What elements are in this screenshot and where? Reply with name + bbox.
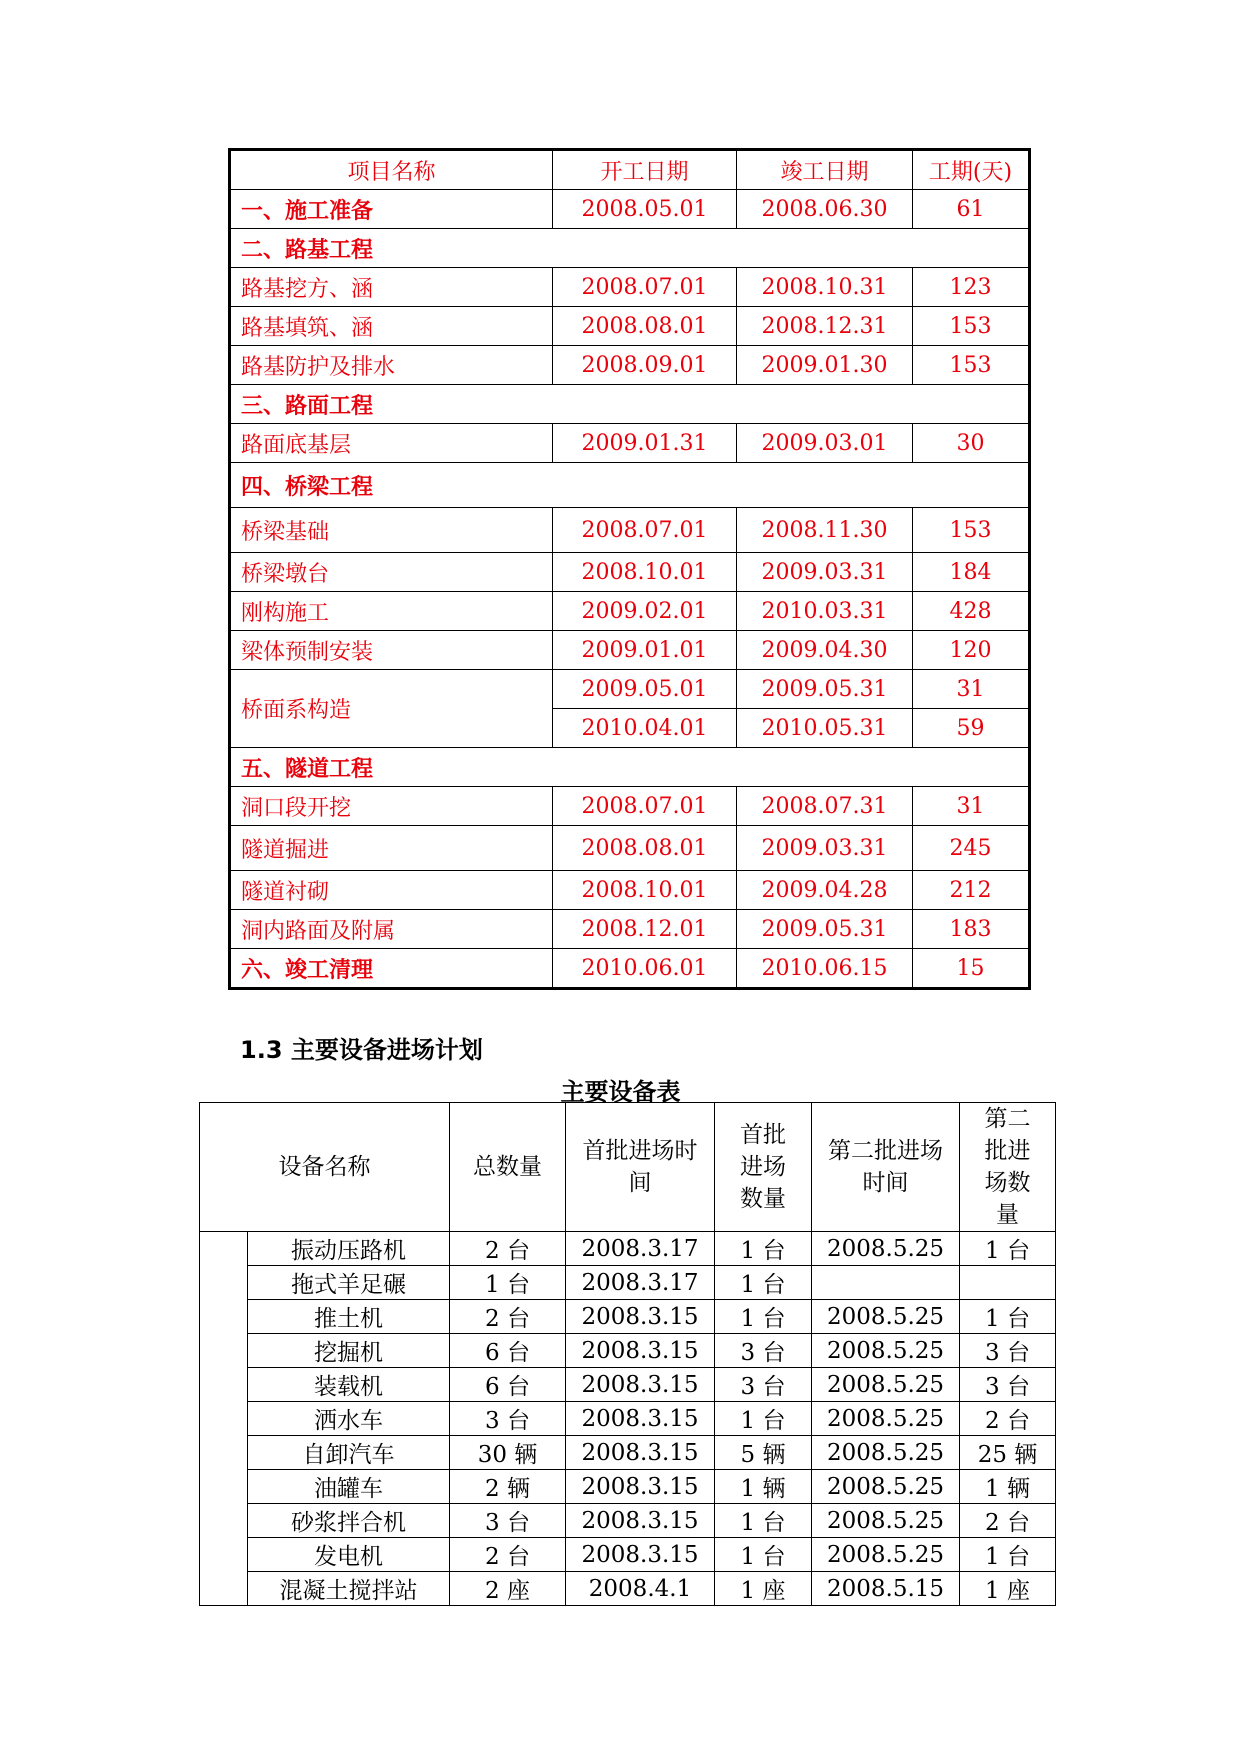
category-cell bbox=[200, 1232, 248, 1606]
first-batch-quantity: 1 座 bbox=[715, 1572, 812, 1606]
total-quantity: 6 台 bbox=[450, 1334, 566, 1368]
table-row bbox=[230, 508, 1030, 553]
first-batch-time: 2008.3.17 bbox=[566, 1266, 715, 1300]
column-header: 项目名称 bbox=[230, 150, 553, 190]
column-header: 工期(天) bbox=[913, 150, 1030, 190]
start-date: 2009.05.01 bbox=[553, 670, 737, 709]
table-row bbox=[200, 1470, 1056, 1504]
table-row bbox=[200, 1402, 1056, 1436]
end-date: 2010.03.31 bbox=[737, 592, 913, 631]
duration: 59 bbox=[913, 709, 1030, 748]
table-row bbox=[200, 1334, 1056, 1368]
end-date: 2010.06.15 bbox=[737, 949, 913, 989]
equipment-name: 推土机 bbox=[248, 1300, 450, 1334]
table-row bbox=[200, 1572, 1056, 1606]
first-batch-quantity: 1 台 bbox=[715, 1266, 812, 1300]
equipment-table bbox=[199, 1102, 1056, 1606]
total-quantity: 2 台 bbox=[450, 1232, 566, 1266]
end-date: 2009.05.31 bbox=[737, 670, 913, 709]
duration: 123 bbox=[913, 268, 1030, 307]
section-row bbox=[230, 748, 1030, 787]
second-batch-time: 2008.5.25 bbox=[812, 1470, 960, 1504]
start-date: 2008.07.01 bbox=[553, 268, 737, 307]
second-batch-time: 2008.5.25 bbox=[812, 1368, 960, 1402]
section-title: 五、隧道工程 bbox=[230, 748, 1030, 787]
section-row bbox=[230, 229, 1030, 268]
equipment-name: 自卸汽车 bbox=[248, 1436, 450, 1470]
second-batch-quantity bbox=[960, 1266, 1056, 1300]
end-date: 2009.05.31 bbox=[737, 910, 913, 949]
second-batch-quantity: 2 台 bbox=[960, 1504, 1056, 1538]
equipment-name: 砂浆拌合机 bbox=[248, 1504, 450, 1538]
table-row bbox=[230, 949, 1030, 989]
second-batch-time: 2008.5.25 bbox=[812, 1300, 960, 1334]
item-name: 六、竣工清理 bbox=[230, 949, 553, 989]
table-row bbox=[200, 1504, 1056, 1538]
section-title: 四、桥梁工程 bbox=[230, 463, 1030, 508]
first-batch-quantity: 1 台 bbox=[715, 1402, 812, 1436]
second-batch-quantity: 1 台 bbox=[960, 1232, 1056, 1266]
item-name: 洞口段开挖 bbox=[230, 787, 553, 826]
total-quantity: 1 台 bbox=[450, 1266, 566, 1300]
table-row bbox=[200, 1538, 1056, 1572]
total-quantity: 30 辆 bbox=[450, 1436, 566, 1470]
equipment-name: 挖掘机 bbox=[248, 1334, 450, 1368]
table-row bbox=[200, 1368, 1056, 1402]
start-date: 2009.01.31 bbox=[553, 424, 737, 463]
table-row bbox=[200, 1266, 1056, 1300]
equipment-name: 洒水车 bbox=[248, 1402, 450, 1436]
column-header: 竣工日期 bbox=[737, 150, 913, 190]
duration: 30 bbox=[913, 424, 1030, 463]
table-row bbox=[230, 826, 1030, 871]
second-batch-quantity: 2 台 bbox=[960, 1402, 1056, 1436]
end-date: 2009.03.01 bbox=[737, 424, 913, 463]
first-batch-quantity: 5 辆 bbox=[715, 1436, 812, 1470]
first-batch-time: 2008.3.15 bbox=[566, 1334, 715, 1368]
item-name: 隧道衬砌 bbox=[230, 871, 553, 910]
duration: 153 bbox=[913, 307, 1030, 346]
total-quantity: 3 台 bbox=[450, 1504, 566, 1538]
first-batch-quantity: 1 台 bbox=[715, 1538, 812, 1572]
end-date: 2009.04.30 bbox=[737, 631, 913, 670]
item-name: 路基防护及排水 bbox=[230, 346, 553, 385]
second-batch-time: 2008.5.25 bbox=[812, 1334, 960, 1368]
duration: 15 bbox=[913, 949, 1030, 989]
start-date: 2008.07.01 bbox=[553, 508, 737, 553]
start-date: 2008.10.01 bbox=[553, 553, 737, 592]
start-date: 2008.05.01 bbox=[553, 190, 737, 229]
first-batch-quantity: 1 台 bbox=[715, 1232, 812, 1266]
first-batch-time: 2008.3.15 bbox=[566, 1436, 715, 1470]
first-batch-time: 2008.3.15 bbox=[566, 1300, 715, 1334]
total-quantity: 6 台 bbox=[450, 1368, 566, 1402]
table-row bbox=[230, 631, 1030, 670]
item-name: 桥梁墩台 bbox=[230, 553, 553, 592]
equipment-name: 拖式羊足碾 bbox=[248, 1266, 450, 1300]
table-row bbox=[230, 346, 1030, 385]
duration: 153 bbox=[913, 508, 1030, 553]
column-header: 第二批进场数量 bbox=[960, 1103, 1056, 1232]
end-date: 2008.11.30 bbox=[737, 508, 913, 553]
end-date: 2009.03.31 bbox=[737, 553, 913, 592]
end-date: 2010.05.31 bbox=[737, 709, 913, 748]
duration: 245 bbox=[913, 826, 1030, 871]
item-name: 桥梁基础 bbox=[230, 508, 553, 553]
start-date: 2010.04.01 bbox=[553, 709, 737, 748]
second-batch-quantity: 25 辆 bbox=[960, 1436, 1056, 1470]
duration: 120 bbox=[913, 631, 1030, 670]
column-header: 首批进场时间 bbox=[566, 1103, 715, 1232]
item-name: 桥面系构造 bbox=[230, 670, 553, 748]
table-header-row bbox=[200, 1103, 1056, 1232]
first-batch-time: 2008.3.15 bbox=[566, 1538, 715, 1572]
duration: 212 bbox=[913, 871, 1030, 910]
duration: 31 bbox=[913, 787, 1030, 826]
duration: 61 bbox=[913, 190, 1030, 229]
section-title: 三、路面工程 bbox=[230, 385, 1030, 424]
table-row bbox=[200, 1436, 1056, 1470]
table-row bbox=[230, 190, 1030, 229]
table-row bbox=[230, 307, 1030, 346]
end-date: 2008.10.31 bbox=[737, 268, 913, 307]
end-date: 2008.12.31 bbox=[737, 307, 913, 346]
second-batch-time bbox=[812, 1266, 960, 1300]
second-batch-quantity: 1 台 bbox=[960, 1538, 1056, 1572]
table-row bbox=[200, 1232, 1056, 1266]
first-batch-quantity: 1 台 bbox=[715, 1504, 812, 1538]
item-name: 路基填筑、涵 bbox=[230, 307, 553, 346]
table-row bbox=[230, 670, 1030, 709]
end-date: 2009.04.28 bbox=[737, 871, 913, 910]
table-row bbox=[230, 910, 1030, 949]
second-batch-time: 2008.5.25 bbox=[812, 1538, 960, 1572]
table-header-row bbox=[230, 150, 1030, 190]
start-date: 2009.01.01 bbox=[553, 631, 737, 670]
second-batch-quantity: 1 台 bbox=[960, 1300, 1056, 1334]
total-quantity: 2 台 bbox=[450, 1300, 566, 1334]
total-quantity: 2 辆 bbox=[450, 1470, 566, 1504]
first-batch-time: 2008.3.15 bbox=[566, 1368, 715, 1402]
second-batch-quantity: 1 座 bbox=[960, 1572, 1056, 1606]
item-name: 梁体预制安装 bbox=[230, 631, 553, 670]
item-name: 洞内路面及附属 bbox=[230, 910, 553, 949]
end-date: 2009.03.31 bbox=[737, 826, 913, 871]
second-batch-time: 2008.5.25 bbox=[812, 1504, 960, 1538]
start-date: 2010.06.01 bbox=[553, 949, 737, 989]
equipment-name: 发电机 bbox=[248, 1538, 450, 1572]
total-quantity: 3 台 bbox=[450, 1402, 566, 1436]
second-batch-quantity: 1 辆 bbox=[960, 1470, 1056, 1504]
start-date: 2009.02.01 bbox=[553, 592, 737, 631]
table-row bbox=[230, 592, 1030, 631]
column-header: 总数量 bbox=[450, 1103, 566, 1232]
table-row bbox=[230, 553, 1030, 592]
table-row bbox=[230, 424, 1030, 463]
second-batch-time: 2008.5.15 bbox=[812, 1572, 960, 1606]
end-date: 2008.07.31 bbox=[737, 787, 913, 826]
end-date: 2008.06.30 bbox=[737, 190, 913, 229]
first-batch-quantity: 3 台 bbox=[715, 1334, 812, 1368]
table-row bbox=[230, 871, 1030, 910]
first-batch-time: 2008.3.15 bbox=[566, 1402, 715, 1436]
item-name: 一、施工准备 bbox=[230, 190, 553, 229]
second-batch-time: 2008.5.25 bbox=[812, 1402, 960, 1436]
equipment-name: 油罐车 bbox=[248, 1470, 450, 1504]
construction-schedule-table bbox=[228, 148, 1031, 990]
column-header: 第二批进场时间 bbox=[812, 1103, 960, 1232]
section-title: 二、路基工程 bbox=[230, 229, 1030, 268]
start-date: 2008.12.01 bbox=[553, 910, 737, 949]
second-batch-quantity: 3 台 bbox=[960, 1334, 1056, 1368]
duration: 31 bbox=[913, 670, 1030, 709]
equipment-name: 装载机 bbox=[248, 1368, 450, 1402]
end-date: 2009.01.30 bbox=[737, 346, 913, 385]
equipment-name: 混凝土搅拌站 bbox=[248, 1572, 450, 1606]
column-header: 设备名称 bbox=[200, 1103, 450, 1232]
first-batch-time: 2008.3.15 bbox=[566, 1504, 715, 1538]
first-batch-time: 2008.3.15 bbox=[566, 1470, 715, 1504]
total-quantity: 2 座 bbox=[450, 1572, 566, 1606]
first-batch-quantity: 1 辆 bbox=[715, 1470, 812, 1504]
total-quantity: 2 台 bbox=[450, 1538, 566, 1572]
item-name: 路基挖方、涵 bbox=[230, 268, 553, 307]
start-date: 2008.08.01 bbox=[553, 307, 737, 346]
start-date: 2008.09.01 bbox=[553, 346, 737, 385]
equipment-name: 振动压路机 bbox=[248, 1232, 450, 1266]
table-caption: 主要设备表 bbox=[560, 1078, 681, 1106]
second-batch-time: 2008.5.25 bbox=[812, 1232, 960, 1266]
column-header: 首批进场数量 bbox=[715, 1103, 812, 1232]
first-batch-time: 2008.4.1 bbox=[566, 1572, 715, 1606]
table-row bbox=[200, 1300, 1056, 1334]
table-row bbox=[230, 268, 1030, 307]
section-row bbox=[230, 463, 1030, 508]
duration: 183 bbox=[913, 910, 1030, 949]
start-date: 2008.10.01 bbox=[553, 871, 737, 910]
second-batch-quantity: 3 台 bbox=[960, 1368, 1056, 1402]
start-date: 2008.07.01 bbox=[553, 787, 737, 826]
item-name: 隧道掘进 bbox=[230, 826, 553, 871]
section-row bbox=[230, 385, 1030, 424]
section-heading: 1.3 主要设备进场计划 bbox=[240, 1036, 483, 1064]
first-batch-quantity: 1 台 bbox=[715, 1300, 812, 1334]
first-batch-quantity: 3 台 bbox=[715, 1368, 812, 1402]
duration: 153 bbox=[913, 346, 1030, 385]
second-batch-time: 2008.5.25 bbox=[812, 1436, 960, 1470]
first-batch-time: 2008.3.17 bbox=[566, 1232, 715, 1266]
column-header: 开工日期 bbox=[553, 150, 737, 190]
item-name: 路面底基层 bbox=[230, 424, 553, 463]
start-date: 2008.08.01 bbox=[553, 826, 737, 871]
item-name: 刚构施工 bbox=[230, 592, 553, 631]
duration: 428 bbox=[913, 592, 1030, 631]
duration: 184 bbox=[913, 553, 1030, 592]
table-row bbox=[230, 787, 1030, 826]
